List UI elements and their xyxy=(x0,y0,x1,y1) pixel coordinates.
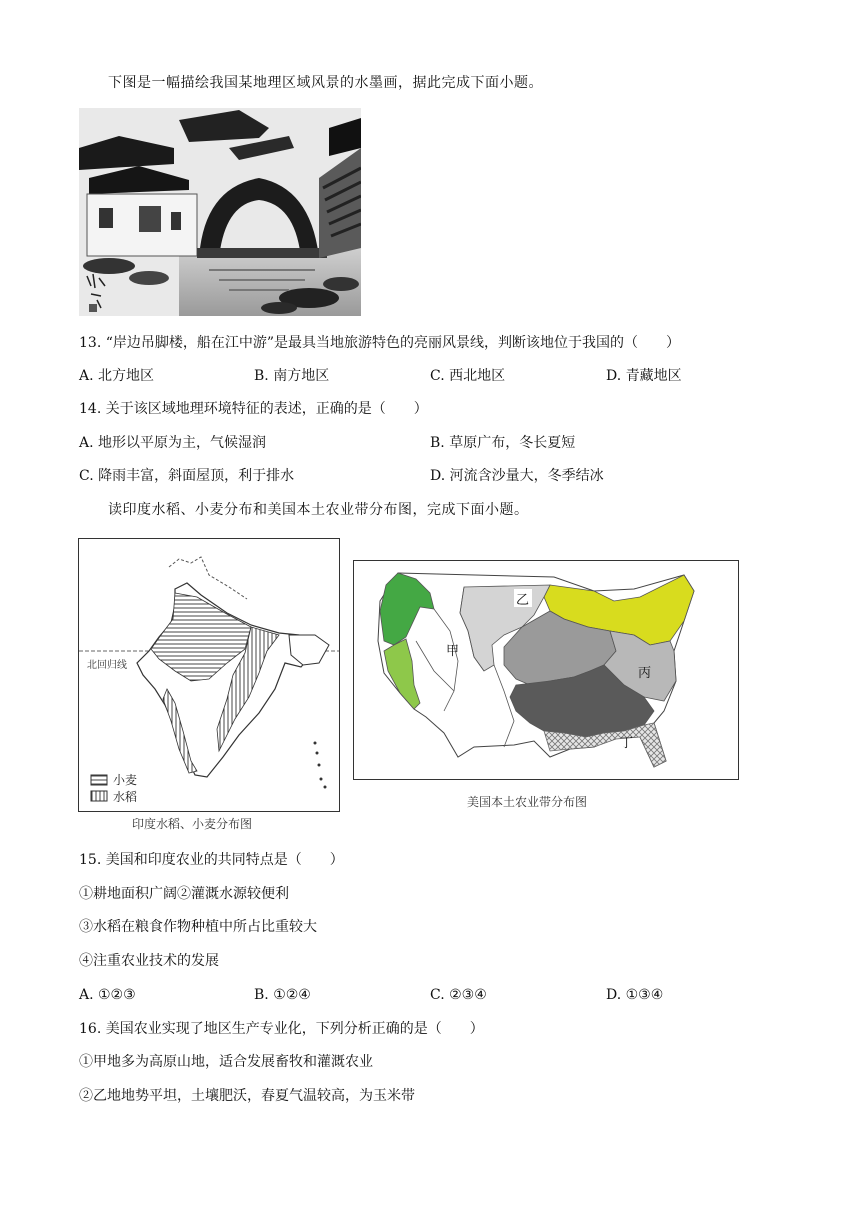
q15-line2: ③水稻在粮食作物种植中所占比重较大 xyxy=(79,919,317,935)
q15-line3: ④注重农业技术的发展 xyxy=(79,953,219,969)
q15-option-c[interactable]: C. ②③④ xyxy=(430,987,487,1003)
q16-line1: ①甲地多为高原山地，适合发展畜牧和灌溉农业 xyxy=(79,1054,373,1070)
label-jia: 甲 xyxy=(446,644,460,659)
q16-line2: ②乙地地势平坦，土壤肥沃，春夏气温较高，为玉米带 xyxy=(79,1088,415,1104)
q14-option-c[interactable]: C. 降雨丰富，斜面屋顶，利于排水 xyxy=(79,468,295,484)
legend-wheat-swatch xyxy=(91,775,107,785)
legend-wheat-label: 小麦 xyxy=(113,773,138,787)
label-bing: 丙 xyxy=(638,666,652,681)
label-ding: 丁 xyxy=(620,736,634,751)
tropic-label: 北回归线 xyxy=(87,660,127,671)
us-map-caption: 美国本土农业带分布图 xyxy=(467,795,588,809)
q15-stem: 15. 美国和印度农业的共同特点是（ ） xyxy=(79,852,344,868)
q14-stem: 14. 关于该区域地理环境特征的表述，正确的是（ ） xyxy=(79,401,428,417)
ink-painting xyxy=(79,108,361,316)
q14-option-d[interactable]: D. 河流含沙量大，冬季结冰 xyxy=(430,468,604,484)
us-map xyxy=(353,560,739,780)
india-map xyxy=(78,538,340,812)
q16-stem: 16. 美国农业实现了地区生产专业化，下列分析正确的是（ ） xyxy=(79,1021,484,1037)
q15-option-b[interactable]: B. ①②④ xyxy=(254,987,311,1003)
q15-line1: ①耕地面积广阔②灌溉水源较便利 xyxy=(79,886,289,902)
q13-stem: 13. “岸边吊脚楼，船在江中游”是最具当地旅游特色的亮丽风景线，判断该地位于我国的（ ） xyxy=(79,335,681,351)
intro-text-2: 读印度水稻、小麦分布和美国本土农业带分布图，完成下面小题。 xyxy=(108,502,529,518)
label-yi: 乙 xyxy=(516,593,530,608)
q15-option-a[interactable]: A. ①②③ xyxy=(79,987,136,1003)
india-map-caption: 印度水稻、小麦分布图 xyxy=(132,817,253,831)
legend-rice-label: 水稻 xyxy=(113,790,138,804)
q13-option-d[interactable]: D. 青藏地区 xyxy=(606,368,682,384)
q14-option-b[interactable]: B. 草原广布，冬长夏短 xyxy=(430,435,576,451)
q15-option-d[interactable]: D. ①③④ xyxy=(606,987,664,1003)
q14-option-a[interactable]: A. 地形以平原为主，气候湿润 xyxy=(79,435,267,451)
q13-option-c[interactable]: C. 西北地区 xyxy=(430,368,506,384)
q13-option-b[interactable]: B. 南方地区 xyxy=(254,368,330,384)
legend-rice-swatch xyxy=(91,791,107,801)
q13-option-a[interactable]: A. 北方地区 xyxy=(79,368,155,384)
intro-text-1: 下图是一幅描绘我国某地理区域风景的水墨画，据此完成下面小题。 xyxy=(108,75,543,91)
